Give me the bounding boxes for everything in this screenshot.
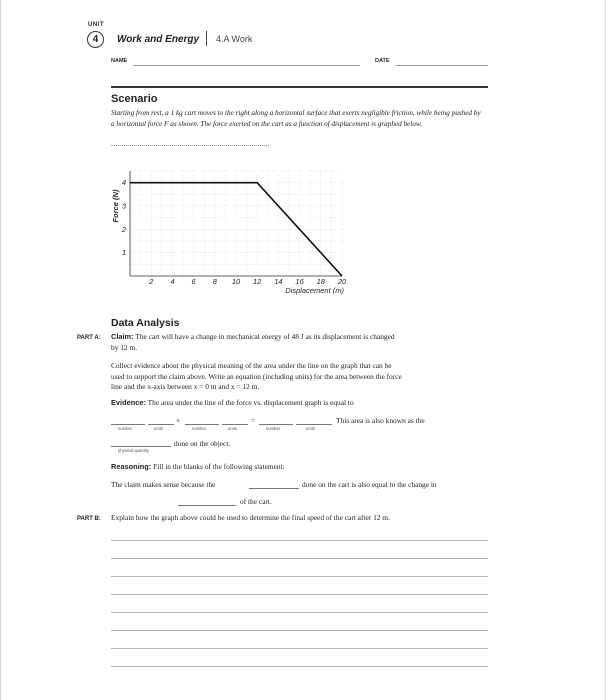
claim-text: The cart will have a change in mechanical energy of 48 J as its displacement is changed	[135, 332, 395, 341]
x-tick-label: 8	[212, 277, 217, 286]
blank-caption: number	[266, 426, 281, 431]
instruction-line: line and the x-axis between x = 0 m and x = 12 m.	[111, 382, 260, 391]
unit-subtitle: 4.A Work	[216, 34, 253, 44]
scenario-dotted-rule	[111, 145, 269, 146]
answer-line[interactable]	[111, 612, 488, 613]
instruction-line: Collect evidence about the physical meaning of the area under the line on the graph that can be	[111, 361, 392, 370]
page-border-left	[0, 0, 1, 700]
title-separator	[206, 31, 207, 46]
reasoning-label: Reasoning:	[111, 462, 152, 471]
blank-caption: number	[192, 426, 207, 431]
unit-label: UNIT	[88, 22, 104, 28]
scenario-title: Scenario	[111, 93, 158, 105]
unit-number-badge: 4	[87, 31, 104, 48]
x-tick-label: 20	[337, 277, 347, 286]
name-label: NAME	[111, 58, 128, 64]
x-tick-label: 16	[295, 277, 304, 286]
y-tick-label: 2	[121, 224, 127, 234]
blank-caption: units	[228, 426, 237, 431]
x-tick-label: 2	[149, 277, 154, 286]
reasoning-line-b: done on the cart is also equal to the change in	[302, 480, 437, 489]
unit-title: Work and Energy	[117, 34, 200, 45]
header-rule	[111, 86, 488, 88]
reasoning-text: Fill in the blanks of the following statement:	[153, 462, 285, 471]
blank-reasoning-1[interactable]	[249, 488, 299, 489]
evidence-text: The area under the line of the force vs. displacement graph is equal to	[147, 398, 354, 407]
answer-line[interactable]	[111, 630, 488, 631]
blank-caption: units	[154, 426, 163, 431]
y-axis-label: Force (N)	[111, 189, 120, 223]
instructions	[111, 361, 491, 393]
answer-line[interactable]	[111, 666, 488, 667]
name-field[interactable]	[133, 65, 360, 66]
reasoning-line-a: The claim makes sense because the	[111, 480, 216, 489]
answer-line[interactable]	[111, 540, 488, 541]
done-text: done on the object.	[174, 439, 231, 448]
answer-line[interactable]	[111, 648, 488, 649]
times-sign: ×	[176, 416, 181, 425]
evidence-label: Evidence:	[111, 398, 146, 407]
claim-label: Claim:	[111, 332, 134, 341]
instruction-line: used to support the claim above. Write an equation (including units) for the area between the force	[111, 371, 402, 381]
date-label: DATE	[375, 58, 390, 64]
area-known-text: This area is also known as the	[336, 416, 425, 425]
force-displacement-chart	[100, 160, 360, 305]
scenario-text: Starting from rest, a 1 kg cart moves to the right along a horizontal surface that exerts negligible friction, while being pushed by a horizontal force F as shown. The force exerted on the cart as a function of displacement is graphed below.	[111, 109, 481, 128]
reasoning-paragraph	[111, 462, 285, 473]
y-tick-label: 4	[121, 178, 127, 188]
x-axis-label: Displacement (m)	[285, 286, 344, 295]
blank-units-2[interactable]	[222, 424, 248, 425]
blank-reasoning-2[interactable]	[178, 505, 236, 506]
x-tick-label: 4	[170, 277, 175, 286]
blank-number-3[interactable]	[259, 424, 293, 425]
blank-caption: units	[306, 426, 315, 431]
claim-text-cont: by 12 m.	[111, 343, 138, 352]
part-b-label: PART B:	[77, 516, 101, 522]
blank-units-1[interactable]	[148, 424, 174, 425]
blank-caption: number	[118, 426, 133, 431]
x-tick-label: 12	[253, 277, 262, 286]
x-tick-label: 14	[274, 277, 283, 286]
part-b-text: Explain how the graph above could be used to determine the final speed of the cart after 12 m.	[111, 513, 390, 522]
y-tick-label: 3	[121, 201, 127, 211]
answer-line[interactable]	[111, 558, 488, 559]
x-tick-label: 10	[231, 277, 241, 286]
y-tick-label: 1	[121, 248, 127, 258]
x-tick-label: 6	[191, 277, 196, 286]
answer-line[interactable]	[111, 576, 488, 577]
claim-paragraph	[111, 332, 491, 343]
date-field[interactable]	[396, 65, 488, 66]
answer-line[interactable]	[111, 594, 488, 595]
blank-number-1[interactable]	[111, 424, 145, 425]
reasoning-line-2: of the cart.	[240, 497, 272, 506]
data-analysis-title: Data Analysis	[111, 317, 180, 329]
part-a-label: PART A:	[77, 335, 101, 341]
blank-number-2[interactable]	[185, 424, 219, 425]
evidence-paragraph	[111, 398, 491, 409]
equals-sign: =	[251, 416, 256, 425]
blank-units-3[interactable]	[296, 424, 332, 425]
blank-caption: physical quantity	[118, 448, 149, 453]
blank-physical-quantity[interactable]	[111, 446, 171, 447]
x-tick-label: 18	[316, 277, 325, 286]
